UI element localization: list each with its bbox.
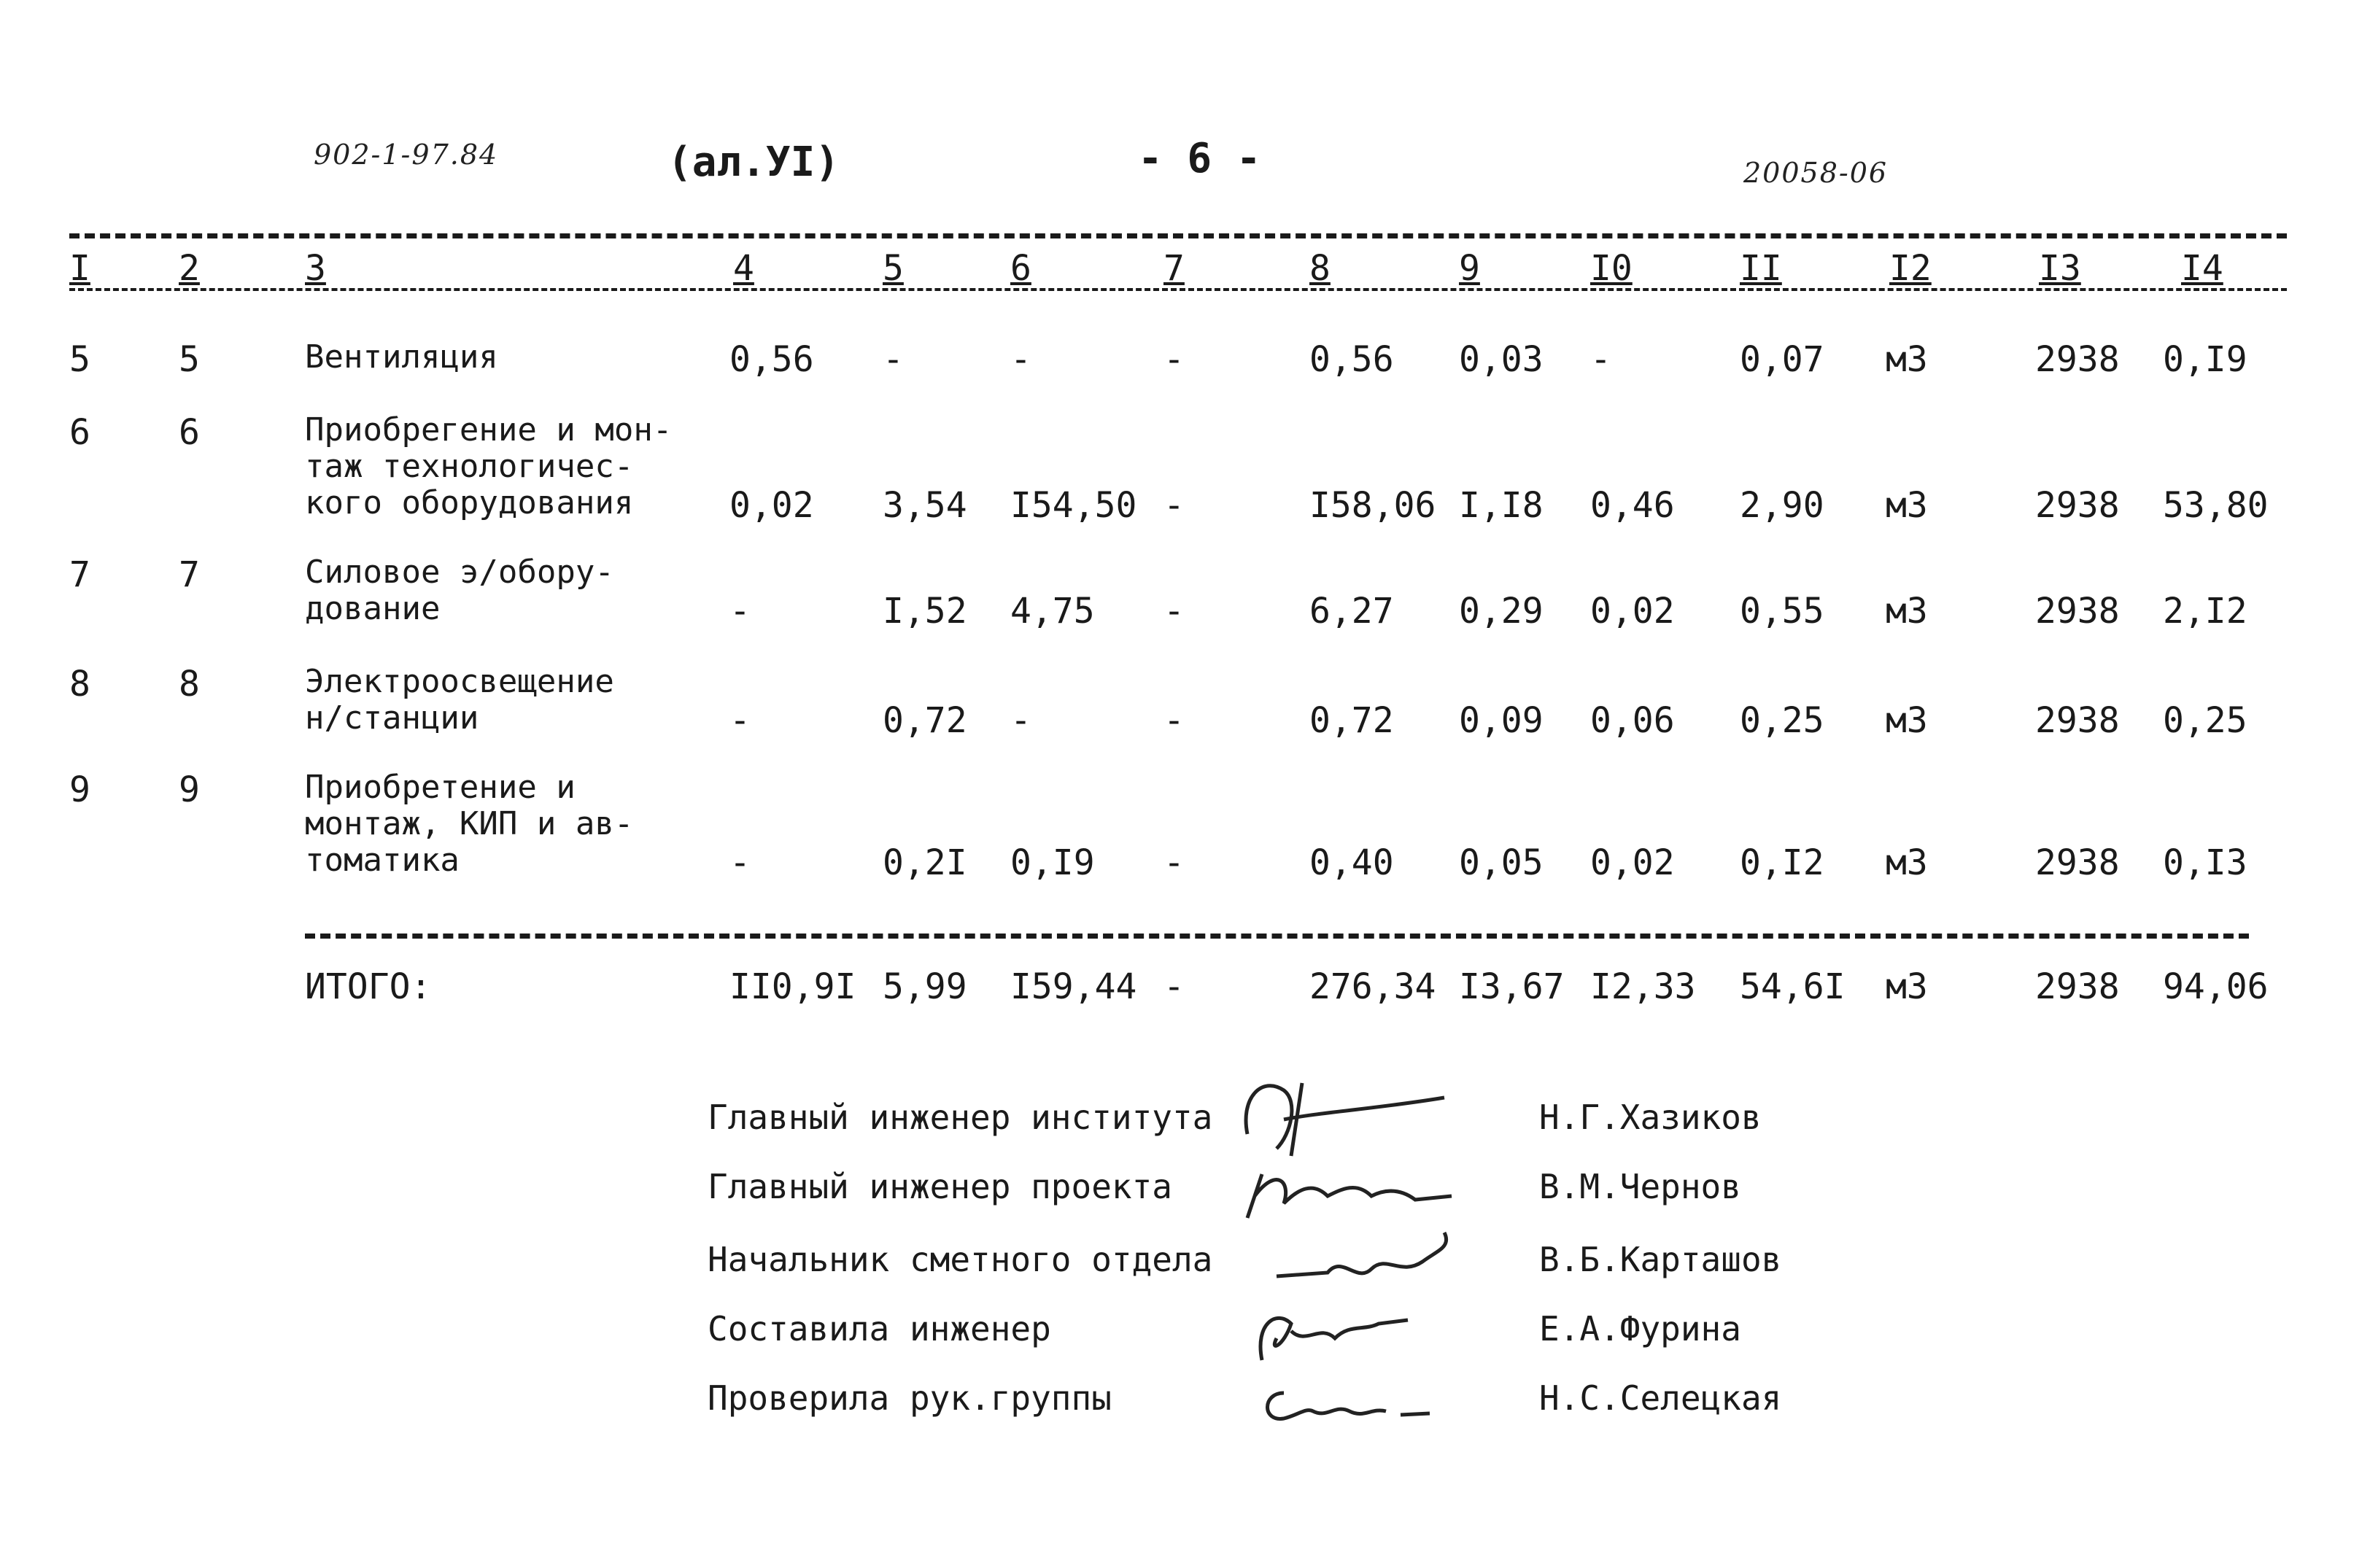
cell-col2: 6 <box>179 412 200 453</box>
signature-name: Е.А.Фурина <box>1539 1309 1741 1348</box>
cell-col13: 2938 <box>2035 485 2120 526</box>
cell-col8: 0,72 <box>1309 700 1394 741</box>
col-number: I3 <box>2039 248 2081 289</box>
cell-col9: 0,29 <box>1459 591 1544 632</box>
cell-col9: I,I8 <box>1459 485 1544 526</box>
col-number: 3 <box>305 248 326 289</box>
cell-col7: - <box>1163 842 1185 883</box>
signature-row <box>0 1098 2370 1156</box>
cell-col8: I58,06 <box>1309 485 1436 526</box>
cell-description: Приобретение и монтаж, КИП и ав- томатика <box>305 769 634 879</box>
total-col5: 5,99 <box>883 966 967 1007</box>
cell-col8: 0,56 <box>1309 339 1394 380</box>
col-number: 4 <box>733 248 754 289</box>
cell-col14: 0,I9 <box>2163 339 2247 380</box>
cell-col14: 0,I3 <box>2163 842 2247 883</box>
cell-col11: 0,55 <box>1740 591 1824 632</box>
col-number: I2 <box>1889 248 1932 289</box>
sheet-code: 20058-06 <box>1743 157 1889 189</box>
cell-description: Вентиляция <box>305 338 498 376</box>
cell-col14: 2,I2 <box>2163 591 2247 632</box>
cell-col7: - <box>1163 700 1185 741</box>
cell-col14: 53,80 <box>2163 485 2269 526</box>
cell-col7: - <box>1163 339 1185 380</box>
cell-col6: - <box>1010 700 1031 741</box>
cell-col7: - <box>1163 485 1185 526</box>
cell-col4: 0,02 <box>729 485 814 526</box>
cell-col2: 8 <box>179 664 200 705</box>
cell-col7: - <box>1163 591 1185 632</box>
signature-name: Н.Г.Хазиков <box>1539 1098 1762 1137</box>
signature-title: Главный инженер проекта <box>708 1167 1172 1206</box>
total-col10: I2,33 <box>1590 966 1696 1007</box>
cell-col10: 0,02 <box>1590 842 1675 883</box>
cell-col11: 0,25 <box>1740 700 1824 741</box>
signature-title: Главный инженер института <box>708 1098 1213 1137</box>
total-label: ИТОГО: <box>305 966 432 1007</box>
cell-col6: I54,50 <box>1010 485 1137 526</box>
cell-col5: 3,54 <box>883 485 967 526</box>
cell-description: Силовое э/обору- дование <box>305 554 614 627</box>
top-dashed-rule <box>69 233 2287 238</box>
cell-col5: - <box>883 339 904 380</box>
cell-col2: 5 <box>179 339 200 380</box>
cell-col8: 6,27 <box>1309 591 1394 632</box>
total-col11: 54,6I <box>1740 966 1846 1007</box>
cell-col4: - <box>729 842 751 883</box>
cell-col12: м3 <box>1886 842 1928 883</box>
cell-col1: 5 <box>69 339 90 380</box>
col-number: 5 <box>883 248 904 289</box>
header-dashed-rule <box>69 288 2287 291</box>
cell-col10: 0,06 <box>1590 700 1675 741</box>
cell-col6: - <box>1010 339 1031 380</box>
cell-col12: м3 <box>1886 700 1928 741</box>
cell-col13: 2938 <box>2035 842 2120 883</box>
signature-title: Составила инженер <box>708 1309 1051 1348</box>
cell-col13: 2938 <box>2035 700 2120 741</box>
signature-row <box>0 1378 2370 1437</box>
cell-col10: 0,46 <box>1590 485 1675 526</box>
cell-col11: 0,I2 <box>1740 842 1824 883</box>
total-col12: м3 <box>1886 966 1928 1007</box>
cell-col13: 2938 <box>2035 339 2120 380</box>
total-col7: - <box>1163 966 1185 1007</box>
cell-col4: - <box>729 700 751 741</box>
cell-col1: 8 <box>69 664 90 705</box>
cell-col10: - <box>1590 339 1611 380</box>
cell-col12: м3 <box>1886 339 1928 380</box>
signature-title: Проверила рук.группы <box>708 1378 1112 1418</box>
cell-col10: 0,02 <box>1590 591 1675 632</box>
cell-col1: 6 <box>69 412 90 453</box>
cell-col12: м3 <box>1886 485 1928 526</box>
cell-col14: 0,25 <box>2163 700 2247 741</box>
cell-col6: 4,75 <box>1010 591 1095 632</box>
album-label: (ал.УI) <box>667 139 840 186</box>
cell-col11: 0,07 <box>1740 339 1824 380</box>
cell-description: Приобрегение и мон- таж технологичес- кого оборудования <box>305 411 673 521</box>
total-col14: 94,06 <box>2163 966 2269 1007</box>
total-col13: 2938 <box>2035 966 2120 1007</box>
col-number: 6 <box>1010 248 1031 289</box>
cell-col9: 0,09 <box>1459 700 1544 741</box>
col-number: I <box>69 248 90 289</box>
cell-description: Электроосвещение н/станции <box>305 663 614 737</box>
cell-col5: I,52 <box>883 591 967 632</box>
cell-col4: - <box>729 591 751 632</box>
signature-name: Н.С.Селецкая <box>1539 1378 1782 1418</box>
col-number: I0 <box>1590 248 1633 289</box>
cell-col2: 7 <box>179 554 200 595</box>
cell-col9: 0,05 <box>1459 842 1544 883</box>
col-number: 7 <box>1163 248 1185 289</box>
col-number: I4 <box>2181 248 2223 289</box>
cell-col13: 2938 <box>2035 591 2120 632</box>
cell-col6: 0,I9 <box>1010 842 1095 883</box>
cell-col5: 0,72 <box>883 700 967 741</box>
col-number: II <box>1740 248 1782 289</box>
total-col6: I59,44 <box>1010 966 1137 1007</box>
cell-col1: 7 <box>69 554 90 595</box>
total-dashed-rule <box>305 934 2249 939</box>
cell-col12: м3 <box>1886 591 1928 632</box>
signature-title: Начальник сметного отдела <box>708 1240 1213 1279</box>
signature-row <box>0 1309 2370 1367</box>
cell-col9: 0,03 <box>1459 339 1544 380</box>
cell-col2: 9 <box>179 769 200 810</box>
signature-row <box>0 1240 2370 1298</box>
cell-col5: 0,2I <box>883 842 967 883</box>
cell-col8: 0,40 <box>1309 842 1394 883</box>
col-number: 9 <box>1459 248 1480 289</box>
total-col4: II0,9I <box>729 966 856 1007</box>
page-number: - 6 - <box>1138 135 1261 182</box>
doc-code: 902-1-97.84 <box>314 139 499 171</box>
cell-col4: 0,56 <box>729 339 814 380</box>
col-number: 8 <box>1309 248 1331 289</box>
total-col9: I3,67 <box>1459 966 1565 1007</box>
handwritten-signature <box>1233 1349 1473 1451</box>
signature-row <box>0 1167 2370 1225</box>
cell-col11: 2,90 <box>1740 485 1824 526</box>
total-col8: 276,34 <box>1309 966 1436 1007</box>
signature-name: В.М.Чернов <box>1539 1167 1741 1206</box>
col-number: 2 <box>179 248 200 289</box>
cell-col1: 9 <box>69 769 90 810</box>
signature-name: В.Б.Карташов <box>1539 1240 1782 1279</box>
